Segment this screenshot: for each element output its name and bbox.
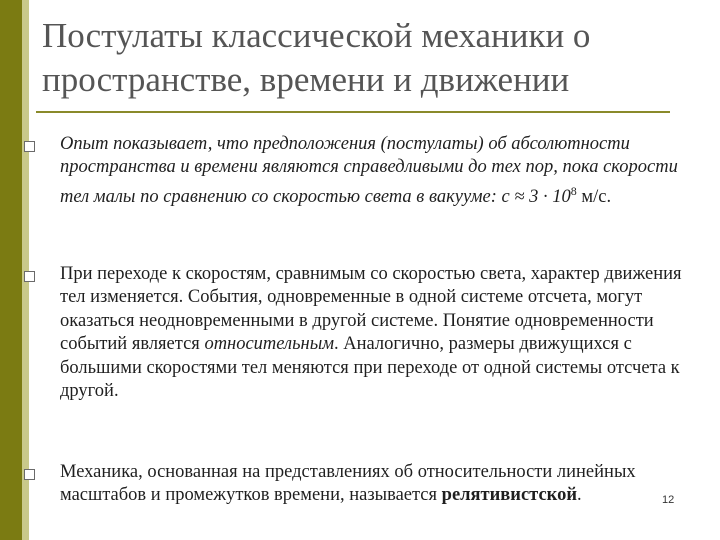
title-divider [36, 111, 670, 113]
square-bullet-icon [24, 271, 35, 282]
square-bullet-icon [24, 469, 35, 480]
bullet-3-period: . [577, 485, 582, 506]
side-accent-stripe [22, 0, 29, 540]
square-bullet-icon [24, 141, 35, 152]
bullet-1-postulate: предположения (постулаты) об абсолютности пространства и времени являются справедливыми до тех пор, пока скорости тел малы по сравнению со скоростью света в вакууме: c ≈ 3 · 10 [60, 134, 678, 207]
slide-title: Постулаты классической механики о пространстве, времени и движении [42, 16, 591, 99]
bullet-text-1 [60, 133, 700, 209]
bullet-text-2 [60, 263, 700, 403]
bullet-3-part-1: Механика, основанная на представлениях об относительности линейных масштабов и промежутков времени, называется [60, 462, 636, 506]
bullet-2-part-3: . Аналогично, размеры движущихся с большими скоростями тел меняются при переходе от одной системы отсчета к другой. [60, 334, 680, 402]
bullet-1-unit: м/с. [576, 186, 612, 207]
bullet-1-exponent: 8 [570, 183, 577, 198]
side-accent-bar [0, 0, 22, 540]
bullet-2-relative-term: относительным [204, 334, 335, 355]
bullet-text-3 [60, 461, 660, 508]
bullet-1-lead: Опыт показывает, что [60, 134, 254, 154]
bullet-2-part-1: При переходе к скоростям, сравнимым со скоростью света, характер движения тел изменяется. События, одновременные в одной системе отсчета, могут оказаться неодновременными в другой системе. Понятие одновременности событий является [60, 264, 682, 355]
page-number: 12 [662, 494, 675, 506]
bullet-3-relativistic-term: релятивистской [441, 485, 578, 506]
